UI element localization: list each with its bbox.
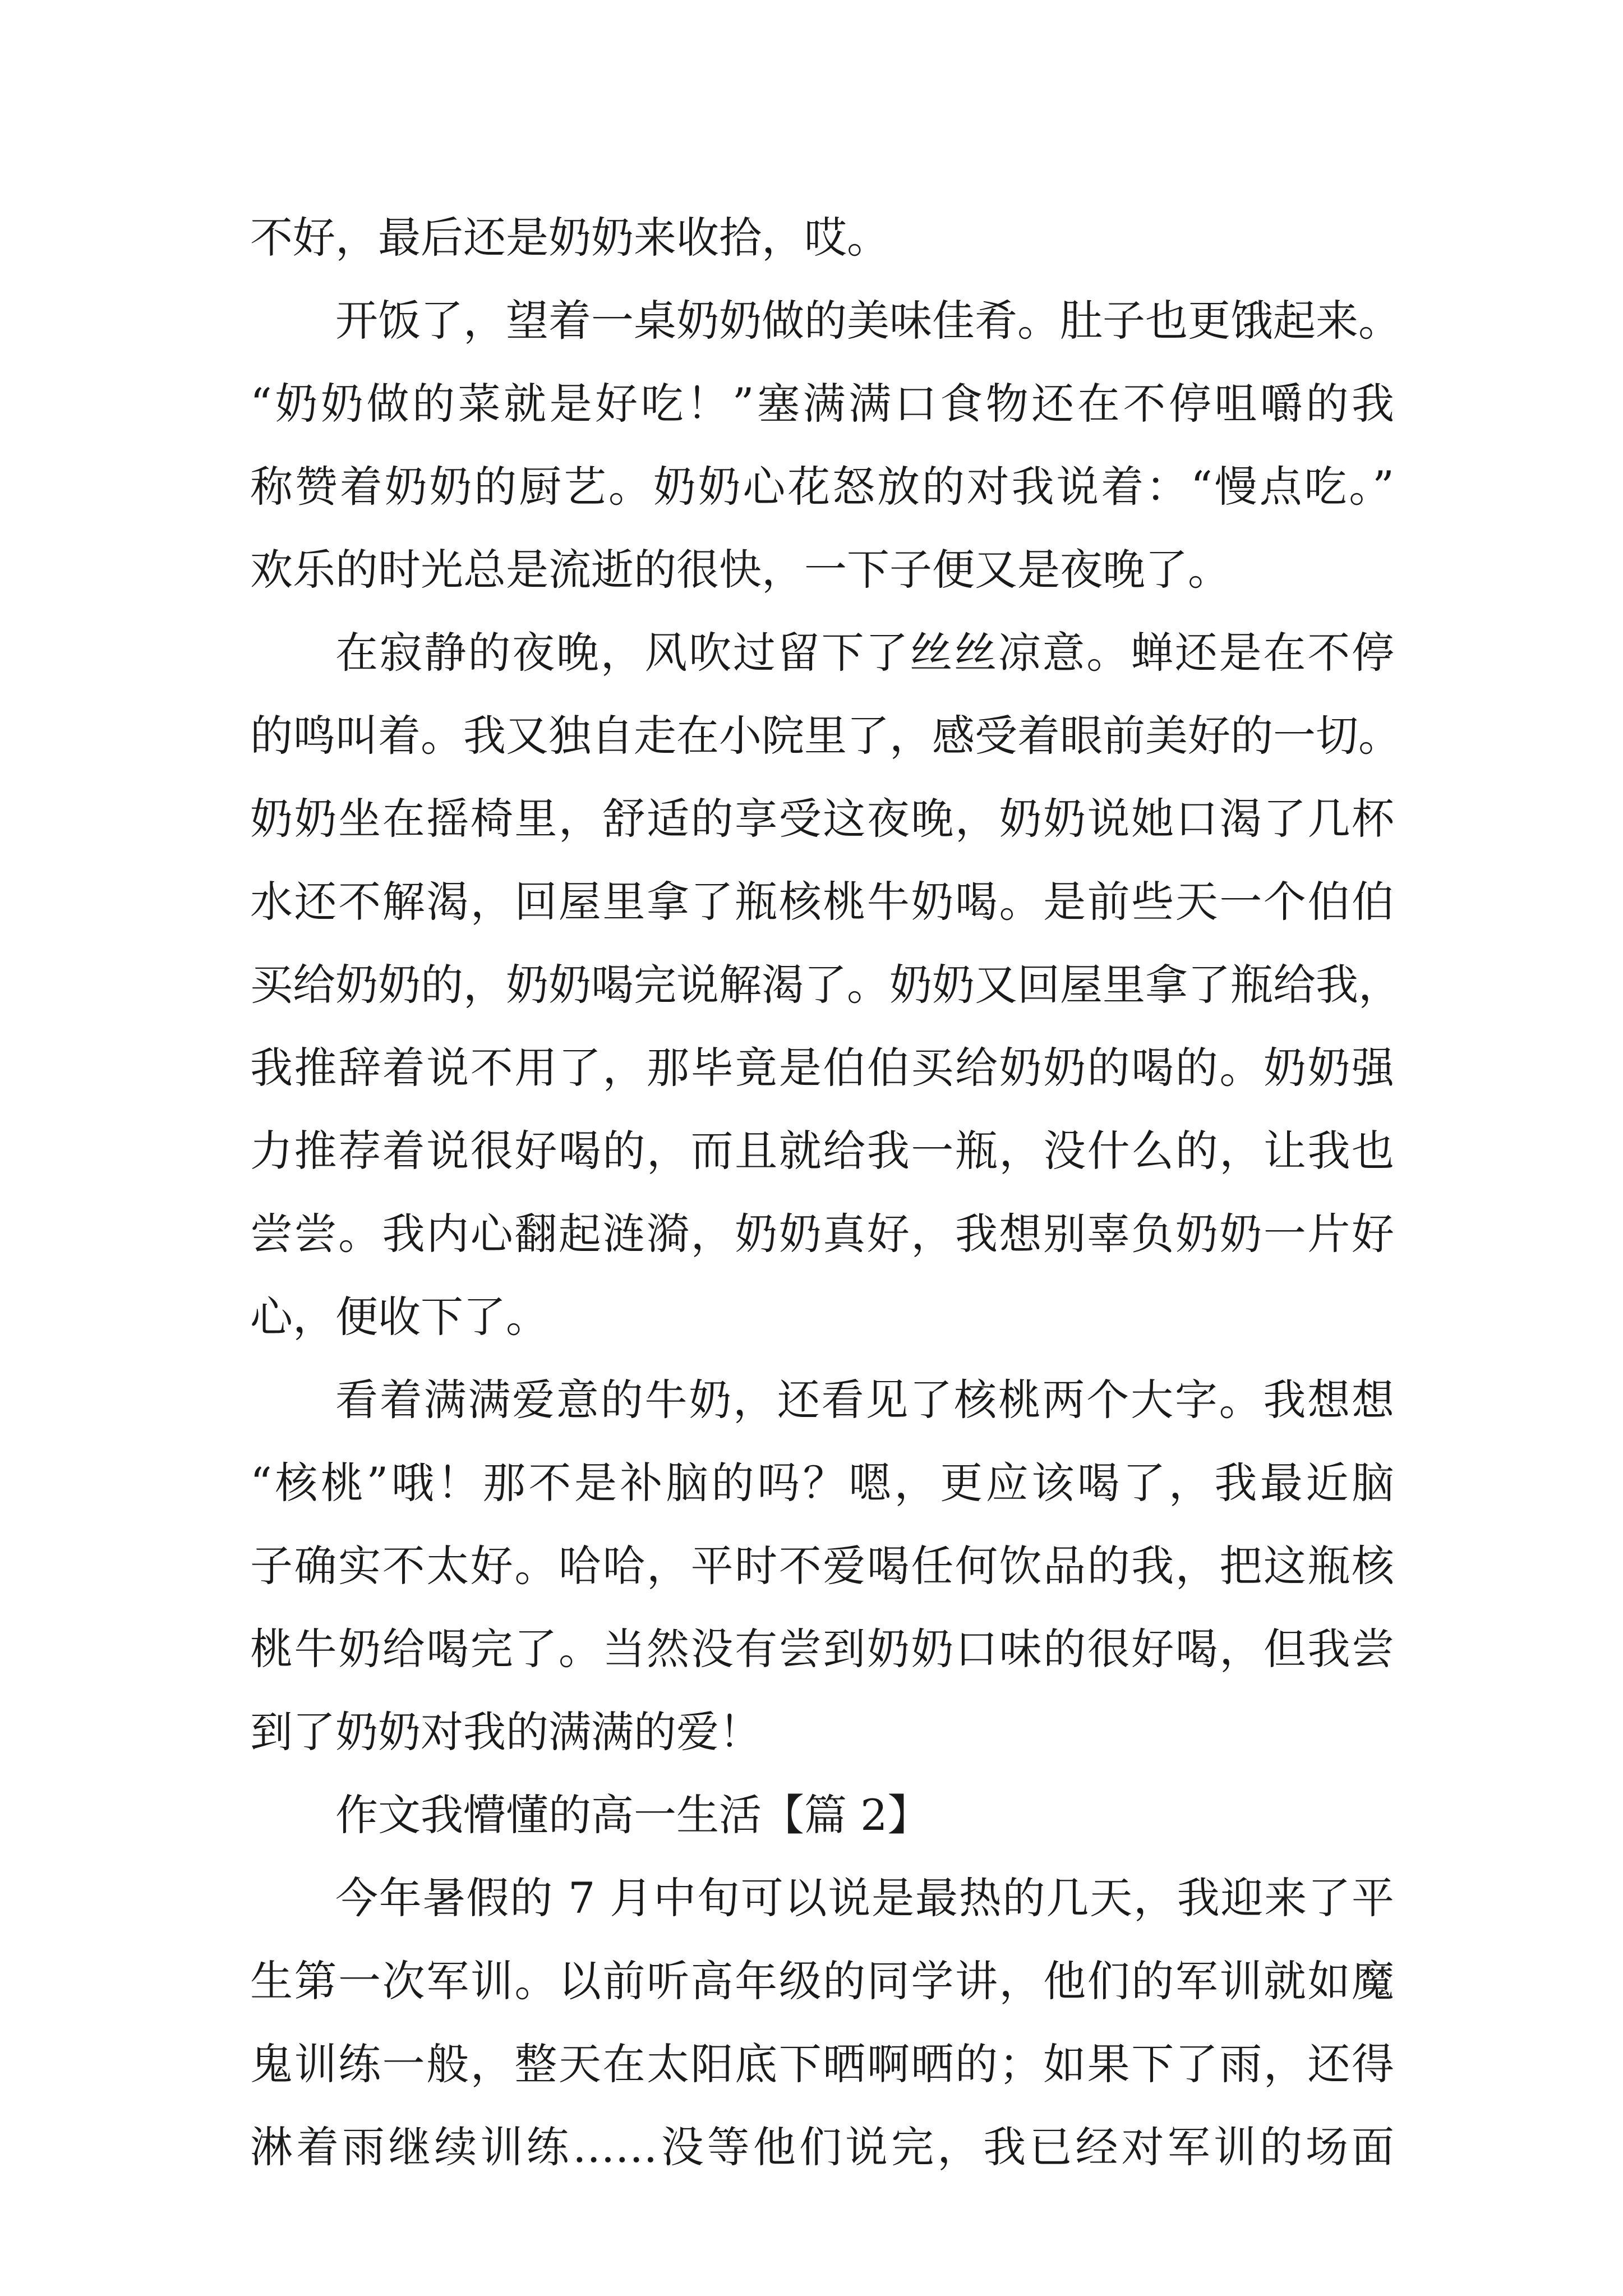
paragraph	[250, 1359, 1394, 1774]
text-line: 到了奶奶对我的满满的爱！	[250, 1707, 762, 1757]
text-line: 不好，最后还是奶奶来收拾，哎。	[250, 213, 889, 263]
text-line: 生第一次军训。以前听高年级的同学讲，他们的军训就如魔	[250, 1956, 1394, 2006]
text-line: 水还不解渴，回屋里拿了瓶核桃牛奶喝。是前些天一个伯伯	[250, 877, 1394, 927]
text-line: 奶奶坐在摇椅里，舒适的享受这夜晚，奶奶说她口渴了几杯	[250, 794, 1394, 844]
text-line: 力推荐着说很好喝的，而且就给我一瓶，没什么的，让我也	[250, 1126, 1394, 1176]
text-line: 鬼训练一般，整天在太阳底下晒啊晒的；如果下了雨，还得	[250, 2039, 1394, 2089]
text-line: 开饭了，望着一桌奶奶做的美味佳肴。肚子也更饿起来。	[335, 296, 1401, 346]
text-line: 淋着雨继续训练……没等他们说完，我已经对军训的场面	[250, 2122, 1394, 2172]
text-line: 的鸣叫着。我又独自走在小院里了，感受着眼前美好的一切。	[250, 711, 1401, 761]
text-line: 子确实不太好。哈哈，平时不爱喝任何饮品的我，把这瓶核	[250, 1541, 1394, 1591]
paragraph	[250, 611, 1401, 1359]
text-line: 在寂静的夜晚，风吹过留下了丝丝凉意。蝉还是在不停	[335, 628, 1394, 678]
paragraph	[250, 1857, 1394, 2189]
paragraph	[250, 279, 1401, 611]
text-line: 欢乐的时光总是流逝的很快，一下子便又是夜晚了。	[250, 545, 1230, 595]
text-line: 心，便收下了。	[250, 1292, 548, 1342]
text-line: 尝尝。我内心翻起涟漪，奶奶真好，我想别辜负奶奶一片好	[250, 1209, 1394, 1259]
text-line: 称赞着奶奶的厨艺。奶奶心花怒放的对我说着：“慢点吃。”	[250, 462, 1394, 512]
text-line: 买给奶奶的，奶奶喝完说解渴了。奶奶又回屋里拿了瓶给我，	[250, 960, 1401, 1010]
text-line: 今年暑假的 7 月中旬可以说是最热的几天，我迎来了平	[335, 1873, 1394, 1923]
text-line: 桃牛奶给喝完了。当然没有尝到奶奶口味的很好喝，但我尝	[250, 1624, 1394, 1674]
text-line: 我推辞着说不用了，那毕竟是伯伯买给奶奶的喝的。奶奶强	[250, 1043, 1394, 1093]
paragraph	[250, 196, 1394, 279]
text-line: “奶奶做的菜就是好吃！”塞满满口食物还在不停咀嚼的我	[250, 379, 1394, 429]
text-line: “核桃”哦！那不是补脑的吗？嗯，更应该喝了，我最近脑	[250, 1458, 1394, 1508]
document-body	[250, 196, 1401, 2189]
text-line: 看着满满爱意的牛奶，还看见了核桃两个大字。我想想	[335, 1375, 1394, 1425]
section-heading: 作文我懵懂的高一生活【篇 2】	[335, 1790, 930, 1840]
